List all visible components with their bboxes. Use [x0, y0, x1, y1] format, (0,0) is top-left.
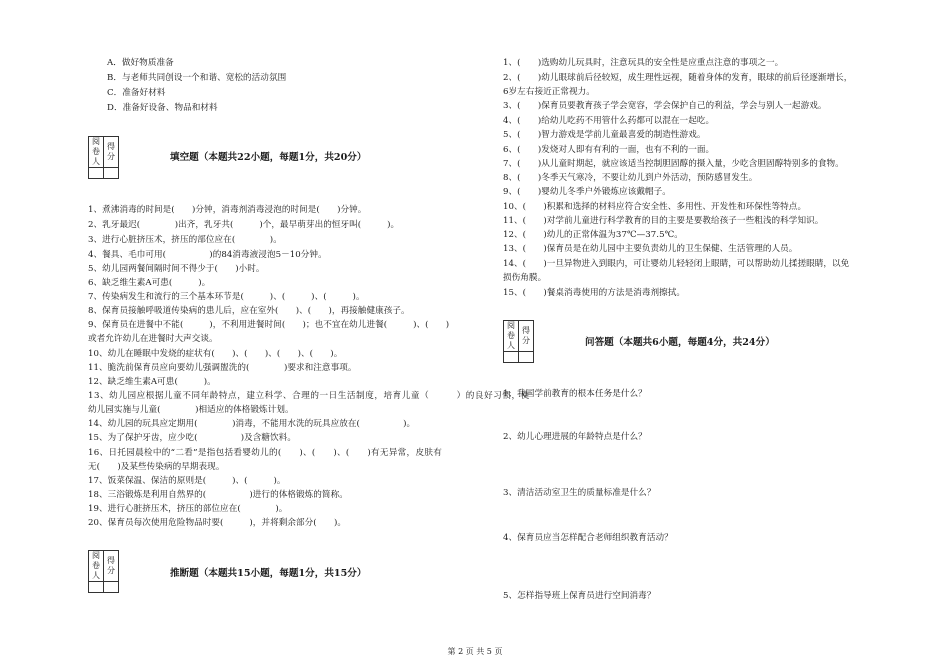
fill-line: 1、煮沸消毒的时间是( )分钟，消毒剂消毒浸泡的时间是( )分钟。 [88, 205, 367, 215]
score-box-reviewer-label: 阅卷人 [89, 137, 104, 168]
option-a: A．做好物质准备 [107, 58, 174, 68]
fill-line: 4、餐具、毛巾可用( )的84消毒液浸泡5－10分钟。 [88, 250, 327, 260]
judge-line: 13、( )保育员是在幼儿园中主要负责幼儿的卫生保健、生活管理的人员。 [503, 244, 798, 254]
fill-line: 幼儿园实施与儿童( )相适应的体格锻炼计划。 [88, 405, 294, 415]
qa-question: 1、我国学前教育的根本任务是什么？ [503, 389, 647, 399]
fill-line: 18、三浴锻炼是利用自然界的( )进行的体格锻炼的简称。 [88, 490, 348, 500]
fill-line: 8、保育员接触呼吸道传染病的患儿后，应在室外( )、( )，再接触健康孩子。 [88, 306, 410, 316]
score-box-reviewer-label: 阅卷人 [89, 551, 104, 582]
score-box-score-label: 得分 [519, 321, 534, 352]
judge-line: 14、( )一旦异物进入到眼内，可让婴幼儿轻轻闭上眼睛，可以帮助幼儿揉搓眼睛，以免 [503, 259, 850, 269]
judge-line: 2、( )幼儿眼球前后径较短，成生理性远视，随着身体的发育，眼球的前后径逐渐增长， [503, 73, 853, 83]
score-box-score-label: 得分 [104, 551, 119, 582]
judge-line: 9、( )婴幼儿冬季户外锻炼应该戴帽子。 [503, 187, 671, 197]
fill-line: 16、日托园晨检中的“二看”是指包括看婴幼儿的( )、( )、( )有无异常，皮肤有 [88, 448, 443, 458]
judge-line: 损伤角膜。 [503, 273, 547, 283]
fill-line: 13、幼儿园应根据儿童不同年龄特点，建立科学、合理的一日生活制度，培育儿童（ ）的良好习惯，使 [88, 391, 530, 401]
score-box-score-label: 得分 [104, 137, 119, 168]
score-box-score-cell [104, 168, 119, 179]
section-title-judge: 推断题（本题共15小题，每题1分，共15分） [170, 568, 367, 579]
qa-question: 5、怎样指导班上保育员进行空间消毒？ [503, 591, 656, 601]
judge-line: 6岁左右接近正常视力。 [503, 87, 595, 97]
score-box-score-cell [519, 352, 534, 363]
section-title-qa: 问答题（本题共6小题，每题4分，共24分） [585, 337, 775, 348]
score-box-reviewer-cell [89, 168, 104, 179]
judge-line: 1、( )选购幼儿玩具时，注意玩具的安全性是应重点注意的事项之一。 [503, 58, 784, 68]
fill-line: 10、幼儿在睡眠中发烧的症状有( )、( )、( )、( )。 [88, 349, 343, 359]
judge-line: 3、( )保育员要教育孩子学会宽容，学会保护自己的利益，学会与别人一起游戏。 [503, 101, 827, 111]
fill-line: 20、保育员每次使用危险物品时要( )，并将剩余部分( )。 [88, 518, 347, 528]
judge-line: 11、( )对学前儿童进行科学教育的目的主要是要教给孩子一些粗浅的科学知识。 [503, 216, 824, 226]
page-footer: 第 2 页 共 5 页 [447, 647, 503, 656]
qa-question: 4、保育员应当怎样配合老师组织教育活动？ [503, 533, 673, 543]
fill-line: 7、传染病发生和流行的三个基本环节是( )、( )、( )。 [88, 292, 365, 302]
judge-line: 4、( )给幼儿吃药不用管什么药都可以混在一起吃。 [503, 116, 715, 126]
fill-line: 15、为了保护牙齿，应少吃( )及含糖饮料。 [88, 433, 297, 443]
judge-line: 15、( )餐桌消毒使用的方法是消毒剂擦拭。 [503, 288, 686, 298]
fill-line: 12、缺乏维生素A可患( )。 [88, 377, 216, 387]
qa-question: 3、清洁活动室卫生的质量标准是什么？ [503, 488, 656, 498]
score-box-qa [503, 320, 534, 363]
option-d: D．准备好设备、物品和材料 [107, 103, 218, 113]
judge-line: 5、( )智力游戏是学前儿童最喜爱的制造性游戏。 [503, 130, 706, 140]
option-c: C．准备好材料 [107, 88, 166, 98]
fill-line: 3、进行心脏挤压术，挤压的部位应在( )。 [88, 235, 282, 245]
fill-line: 17、饭菜保温、保洁的原则是( )、( )。 [88, 476, 286, 486]
fill-line: 6、缺乏维生素A可患( )。 [88, 278, 211, 288]
score-box-fill [88, 136, 119, 179]
score-box-reviewer-cell [504, 352, 519, 363]
score-box-score-cell [104, 582, 119, 593]
option-b: B．与老师共同创设一个和谐、宽松的活动氛围 [107, 73, 287, 83]
fill-line: 19、进行心脏挤压术，挤压的部位应在( )。 [88, 504, 288, 514]
fill-line: 5、幼儿园两餐间隔时间不得少于( )小时。 [88, 264, 265, 274]
qa-question: 2、幼儿心理进展的年龄特点是什么？ [503, 432, 647, 442]
section-title-fill: 填空题（本题共22小题，每题1分，共20分） [170, 152, 367, 163]
fill-line: 2、乳牙最迟( )出齐，乳牙共( )个，最早萌芽出的恒牙叫( )。 [88, 220, 400, 230]
fill-line: 9、保育员在进餐中不能( )，不利用进餐时间( )；也不宜在幼儿进餐( )、( ) [88, 320, 450, 330]
judge-line: 7、( )从儿童时期起，就应该适当控制胆固醇的摄入量，少吃含胆固醇特别多的食物。 [503, 159, 844, 169]
fill-line: 14、幼儿园的玩具应定期用( )消毒，不能用水洗的玩具应放在( )。 [88, 419, 416, 429]
fill-line: 11、脆洗前保育员应向要幼儿强调盥洗的( )要求和注意事项。 [88, 363, 357, 373]
fill-line: 或者允许幼儿在进餐时大声交谈。 [88, 334, 218, 344]
fill-line: 无( )及某些传染病的早期表现。 [88, 462, 225, 472]
judge-line: 6、( )发烧对人即有有利的一面，也有不利的一面。 [503, 145, 715, 155]
judge-line: 8、( )冬季天气寒冷，不要让幼儿到户外活动，预防感冒发生。 [503, 173, 758, 183]
score-box-judge [88, 550, 119, 593]
score-box-reviewer-label: 阅卷人 [504, 321, 519, 352]
judge-line: 12、( )幼儿的正常体温为37℃—37.5℃。 [503, 230, 683, 240]
score-box-reviewer-cell [89, 582, 104, 593]
judge-line: 10、( )积累和选择的材料应符合安全性、多用性、开发性和环保性等特点。 [503, 202, 807, 212]
